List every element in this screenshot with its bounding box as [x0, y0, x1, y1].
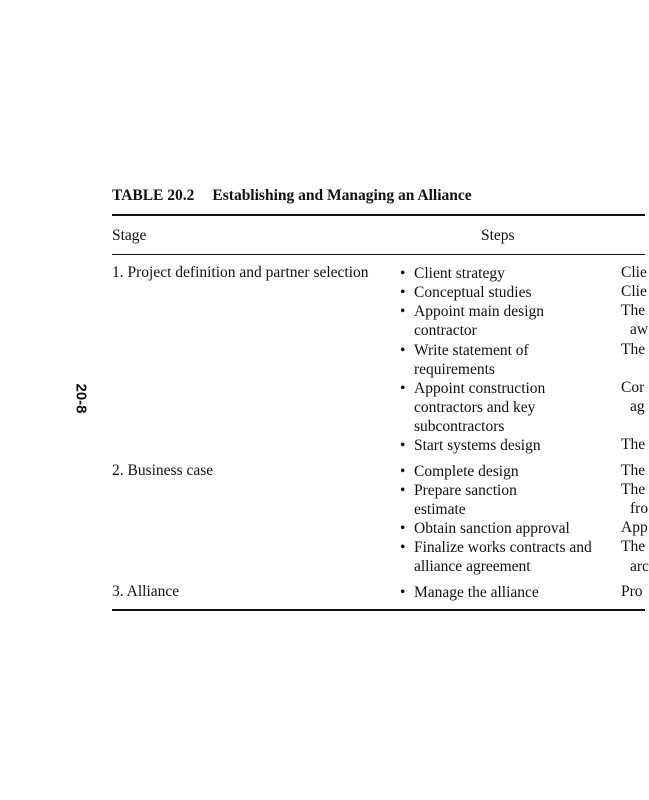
step-text: Appoint main design contractor	[414, 303, 545, 339]
step-text: Write statement of requirements	[414, 342, 529, 378]
step-item: • Start systems design	[400, 436, 610, 455]
note-fragment: aw	[630, 321, 649, 338]
step-item: • Client strategy	[400, 264, 610, 283]
note-fragment: The	[621, 462, 646, 479]
table-bottom-rule	[112, 609, 645, 611]
step-item: • Obtain sanction approval	[400, 519, 610, 538]
stage-1: 1. Project definition and partner selection	[112, 264, 369, 281]
step-item: • Appoint construction contractors and key subcontractors	[400, 379, 570, 436]
note-fragment: App	[621, 519, 648, 536]
note-fragment: The	[621, 481, 646, 498]
step-item: • Prepare sanction estimate	[400, 481, 550, 519]
step-text: Conceptual studies	[414, 284, 532, 301]
table-caption: Establishing and Managing an Alliance	[212, 187, 472, 204]
column-header-steps: Steps	[481, 227, 515, 244]
note-fragment: The	[621, 436, 646, 453]
stage-3: 3. Alliance	[112, 583, 180, 600]
note-fragment: The	[621, 302, 646, 319]
page-number: 20-8	[72, 383, 90, 414]
step-item: • Finalize works contracts and alliance agreement	[400, 538, 612, 576]
table-top-rule	[112, 214, 645, 216]
notes-column-clipped	[621, 264, 649, 609]
note-fragment: arc	[630, 558, 649, 575]
table-title	[112, 187, 472, 205]
note-fragment: Clie	[621, 283, 647, 300]
note-fragment: Cor	[621, 379, 645, 396]
step-text: Appoint construction contractors and key subcontractors	[414, 380, 546, 435]
table-label: TABLE 20.2	[112, 187, 195, 204]
table-header-rule	[112, 254, 645, 255]
step-text: Obtain sanction approval	[414, 520, 570, 537]
step-text: Manage the alliance	[414, 584, 539, 601]
step-item: • Conceptual studies	[400, 283, 610, 302]
note-fragment: fro	[630, 500, 649, 517]
stage-2: 2. Business case	[112, 462, 214, 479]
step-item: • Manage the alliance	[400, 583, 610, 602]
step-text: Start systems design	[414, 437, 541, 454]
step-item: • Appoint main design contractor	[400, 302, 568, 340]
step-text: Client strategy	[414, 265, 505, 282]
step-text: Prepare sanction estimate	[414, 482, 517, 518]
step-item: • Write statement of requirements	[400, 341, 558, 379]
note-fragment: ag	[630, 398, 645, 415]
note-fragment: Pro	[621, 583, 643, 600]
step-text: Finalize works contracts and alliance agreement	[414, 539, 592, 575]
note-fragment: Clie	[621, 264, 647, 281]
column-header-stage: Stage	[112, 227, 147, 244]
step-item: • Complete design	[400, 462, 610, 481]
note-fragment: The	[621, 538, 646, 555]
step-text: Complete design	[414, 463, 519, 480]
note-fragment: The	[621, 341, 646, 358]
